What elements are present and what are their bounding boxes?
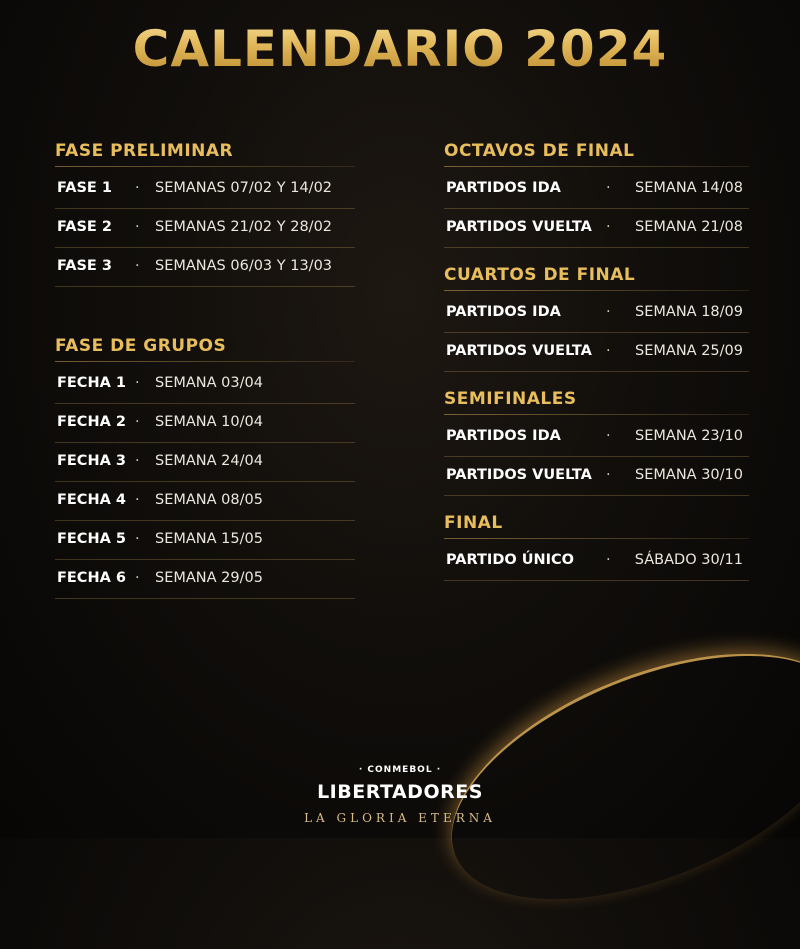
row-label: FASE 2 bbox=[57, 219, 112, 235]
row-value: SÁBADO 30/11 bbox=[634, 552, 743, 568]
schedule-row bbox=[444, 333, 749, 372]
libertadores-logo: LIBERTADORES bbox=[317, 781, 483, 803]
decorative-light-streak bbox=[417, 604, 800, 949]
row-label: FASE 1 bbox=[57, 180, 112, 196]
schedule-row bbox=[55, 365, 355, 404]
row-label: PARTIDOS IDA bbox=[446, 428, 561, 444]
page-title: CALENDARIO 2024 bbox=[0, 20, 800, 78]
right-column bbox=[444, 138, 749, 581]
separator-dot: · bbox=[135, 453, 140, 469]
row-value: SEMANA 15/05 bbox=[155, 531, 263, 547]
separator-dot: · bbox=[606, 552, 611, 568]
tagline: LA GLORIA ETERNA bbox=[304, 811, 496, 825]
schedule-row bbox=[55, 209, 355, 248]
schedule-row bbox=[444, 542, 749, 581]
schedule-row bbox=[444, 170, 749, 209]
separator-dot: · bbox=[606, 304, 611, 320]
separator-dot: · bbox=[135, 258, 140, 274]
schedule-row bbox=[55, 170, 355, 209]
section-title-semifinales: SEMIFINALES bbox=[444, 386, 749, 412]
row-label: PARTIDOS IDA bbox=[446, 304, 561, 320]
schedule-row bbox=[55, 560, 355, 599]
row-label: PARTIDOS VUELTA bbox=[446, 343, 592, 359]
schedule-row bbox=[444, 209, 749, 248]
schedule-row bbox=[55, 521, 355, 560]
schedule-row bbox=[55, 482, 355, 521]
section-title-fase-de-grupos: FASE DE GRUPOS bbox=[55, 333, 355, 359]
row-label: FECHA 6 bbox=[57, 570, 126, 586]
section-title-final: FINAL bbox=[444, 510, 749, 536]
schedule-row bbox=[444, 418, 749, 457]
row-value: SEMANA 23/10 bbox=[635, 428, 743, 444]
separator-dot: · bbox=[606, 428, 611, 444]
separator-dot: · bbox=[135, 180, 140, 196]
separator-dot: · bbox=[135, 414, 140, 430]
schedule-row bbox=[55, 443, 355, 482]
row-value: SEMANA 30/10 bbox=[635, 467, 743, 483]
separator-dot: · bbox=[135, 219, 140, 235]
section-title-cuartos: CUARTOS DE FINAL bbox=[444, 262, 749, 288]
row-label: PARTIDO ÚNICO bbox=[446, 552, 575, 568]
separator-dot: · bbox=[135, 531, 140, 547]
row-value: SEMANA 24/04 bbox=[155, 453, 263, 469]
row-label: FECHA 2 bbox=[57, 414, 126, 430]
separator-dot: · bbox=[606, 467, 611, 483]
separator-dot: · bbox=[135, 492, 140, 508]
schedule-row bbox=[55, 404, 355, 443]
row-label: PARTIDOS IDA bbox=[446, 180, 561, 196]
row-value: SEMANAS 06/03 Y 13/03 bbox=[155, 258, 333, 274]
row-value: SEMANA 25/09 bbox=[635, 343, 743, 359]
section-title-fase-preliminar: FASE PRELIMINAR bbox=[55, 138, 355, 164]
row-label: PARTIDOS VUELTA bbox=[446, 219, 592, 235]
schedule-row bbox=[444, 457, 749, 496]
row-label: FECHA 3 bbox=[57, 453, 126, 469]
row-value: SEMANA 21/08 bbox=[635, 219, 743, 235]
schedule-row bbox=[55, 248, 355, 287]
row-value: SEMANAS 21/02 Y 28/02 bbox=[155, 219, 333, 235]
separator-dot: · bbox=[606, 219, 611, 235]
row-label: FASE 3 bbox=[57, 258, 112, 274]
conmebol-wordmark: · CONMEBOL · bbox=[358, 765, 442, 775]
row-value: SEMANAS 07/02 Y 14/02 bbox=[155, 180, 333, 196]
left-column bbox=[55, 138, 355, 599]
row-value: SEMANA 14/08 bbox=[635, 180, 743, 196]
row-value: SEMANA 18/09 bbox=[635, 304, 743, 320]
separator-dot: · bbox=[135, 375, 140, 391]
row-value: SEMANA 08/05 bbox=[155, 492, 263, 508]
schedule-row bbox=[444, 294, 749, 333]
row-label: PARTIDOS VUELTA bbox=[446, 467, 592, 483]
row-label: FECHA 5 bbox=[57, 531, 126, 547]
separator-dot: · bbox=[135, 570, 140, 586]
row-value: SEMANA 29/05 bbox=[155, 570, 263, 586]
section-title-octavos: OCTAVOS DE FINAL bbox=[444, 138, 749, 164]
separator-dot: · bbox=[606, 180, 611, 196]
row-label: FECHA 4 bbox=[57, 492, 126, 508]
row-value: SEMANA 03/04 bbox=[155, 375, 263, 391]
separator-dot: · bbox=[606, 343, 611, 359]
row-value: SEMANA 10/04 bbox=[155, 414, 263, 430]
row-label: FECHA 1 bbox=[57, 375, 126, 391]
